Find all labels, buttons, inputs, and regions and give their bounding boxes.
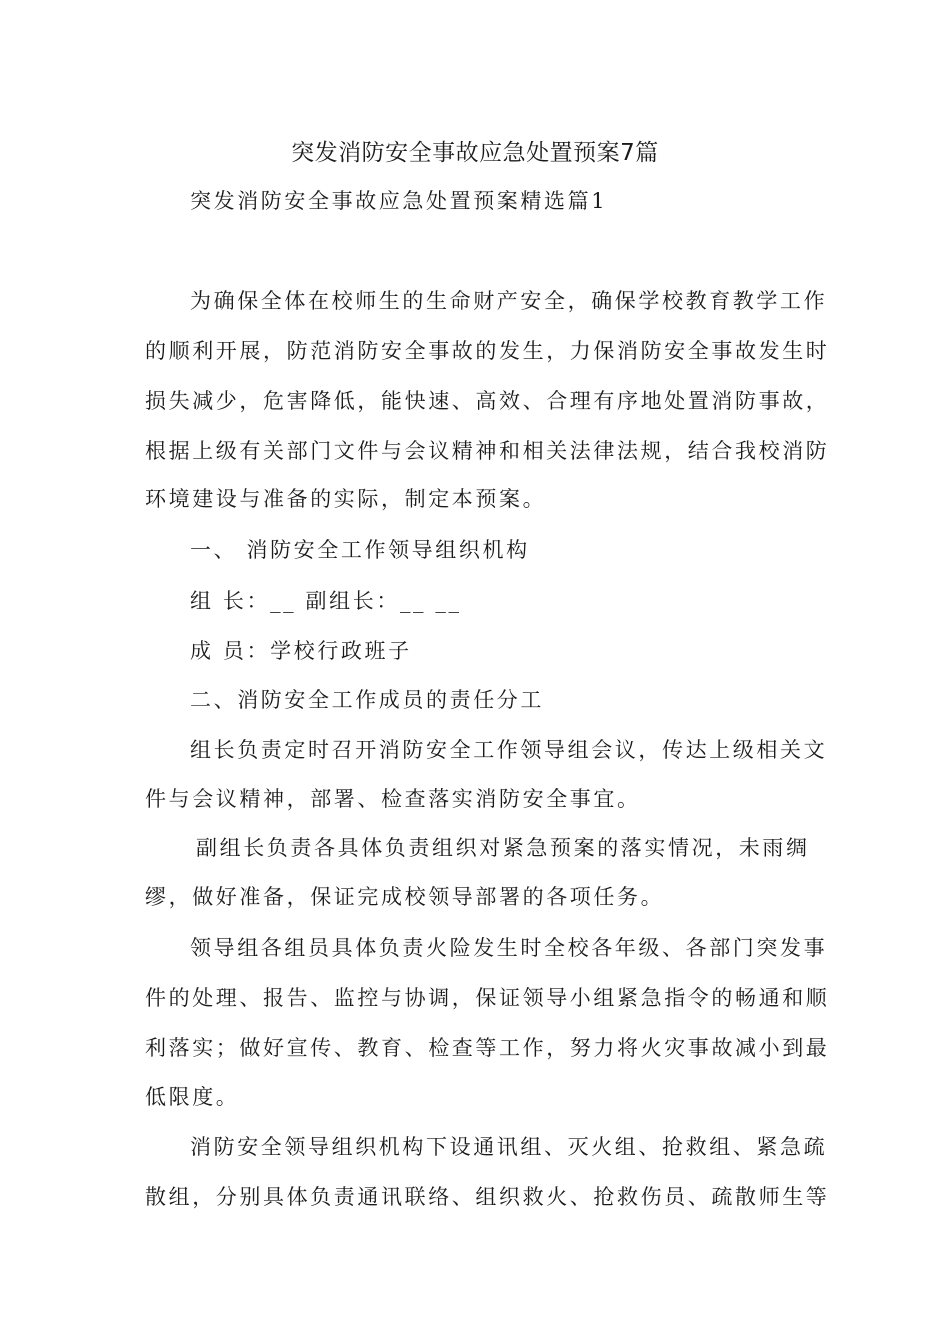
- paragraph-line: 的顺利开展，防范消防安全事故的发生，力保消防安全事故发生时: [145, 339, 830, 363]
- section-heading: 一、 消防安全工作领导组织机构: [190, 538, 530, 562]
- paragraph-line: 组长负责定时召开消防安全工作领导组会议，传达上级相关文: [190, 738, 828, 762]
- paragraph-line: 低限度。: [145, 1085, 240, 1109]
- paragraph-line: 损失减少，危害降低，能快速、高效、合理有序地处置消防事故，: [145, 389, 830, 413]
- org-member-line: 成 员：学校行政班子: [190, 639, 412, 663]
- paragraph-line: 为确保全体在校师生的生命财产安全，确保学校教育教学工作: [190, 289, 828, 313]
- document-subtitle: 突发消防安全事故应急处置预案精选篇1: [190, 189, 608, 213]
- paragraph-line: 消防安全领导组织机构下设通讯组、灭火组、抢救组、紧急疏: [190, 1135, 828, 1159]
- section-heading: 二、消防安全工作成员的责任分工: [190, 688, 544, 712]
- document-title: 突发消防安全事故应急处置预案7篇: [291, 140, 659, 166]
- paragraph-line: 利落实；做好宣传、教育、检查等工作，努力将火灾事故减小到最: [145, 1036, 830, 1060]
- paragraph-line: 领导组各组员具体负责火险发生时全校各年级、各部门突发事: [190, 936, 828, 960]
- paragraph-line: 散组，分别具体负责通讯联络、组织救火、抢救伤员、疏散师生等: [145, 1185, 830, 1209]
- org-leader-line: 组 长：__ 副组长：__ __: [190, 589, 462, 613]
- paragraph-line: 根据上级有关部门文件与会议精神和相关法律法规，结合我校消防: [145, 439, 830, 463]
- paragraph-line: 缪，做好准备，保证完成校领导部署的各项任务。: [145, 885, 665, 909]
- paragraph-line: 副组长负责各具体负责组织对紧急预案的落实情况，未雨绸: [196, 836, 810, 860]
- paragraph-line: 件与会议精神，部署、检查落实消防安全事宜。: [145, 787, 641, 811]
- paragraph-line: 件的处理、报告、监控与协调，保证领导小组紧急指令的畅通和顺: [145, 986, 830, 1010]
- paragraph-line: 环境建设与准备的实际，制定本预案。: [145, 487, 547, 511]
